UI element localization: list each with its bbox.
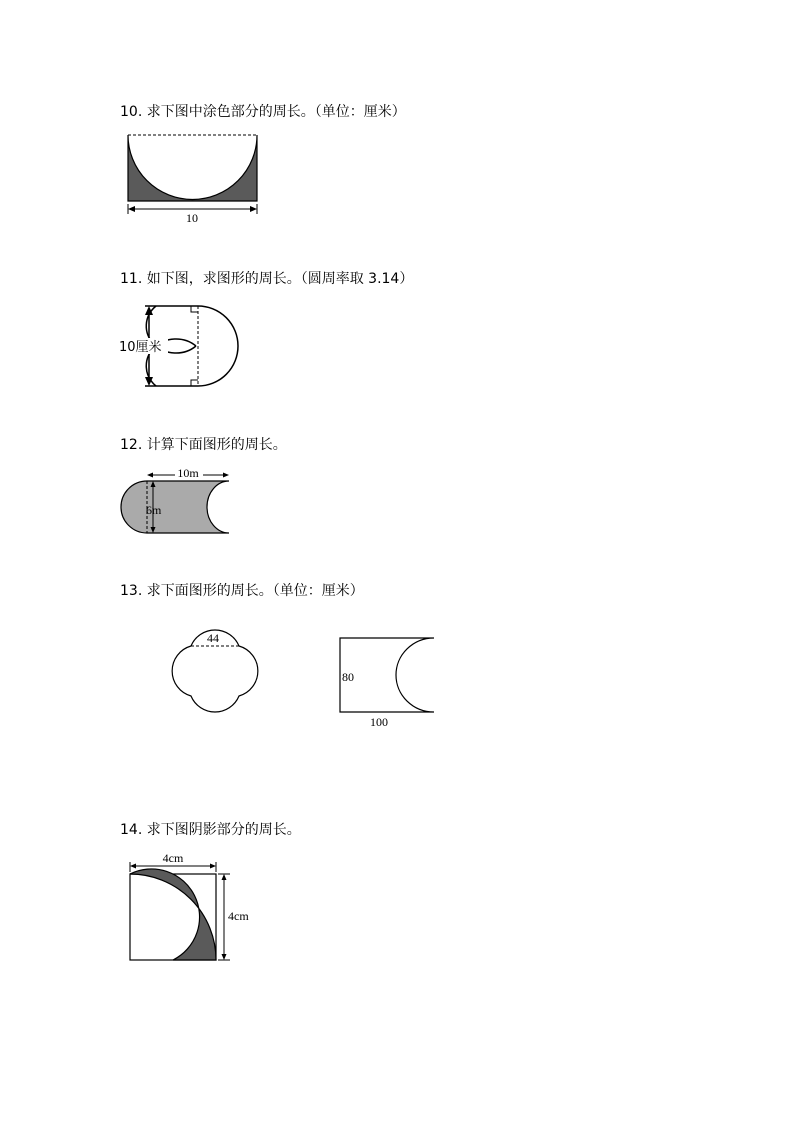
- rect-width-label: 100: [370, 715, 388, 729]
- height-label: 6m: [146, 503, 162, 517]
- height-label: 10厘米: [119, 340, 162, 355]
- question-10-text: [120, 103, 406, 121]
- figure-12: [118, 464, 238, 539]
- width-label: 10: [186, 211, 198, 225]
- width-label: 4cm: [162, 851, 184, 865]
- question-number: 13.: [120, 583, 143, 599]
- question-number: 10.: [120, 104, 143, 120]
- figure-13-flower: [150, 610, 280, 735]
- question-prompt: 求下图中涂色部分的周长。（单位：厘米）: [146, 104, 406, 120]
- question-prompt: 如下图，求图形的周长。（圆周率取 3.14）: [146, 271, 414, 287]
- question-prompt: 求下面图形的周长。（单位：厘米）: [146, 583, 364, 599]
- question-prompt: 求下图阴影部分的周长。: [146, 822, 301, 838]
- length-label: 10m: [177, 466, 199, 480]
- height-label: 4cm: [228, 909, 249, 923]
- question-11-text: [120, 270, 413, 288]
- shaded-corners: [128, 135, 257, 201]
- figure-13-rectangle: [330, 630, 450, 735]
- rectangle-with-cutout: [340, 638, 434, 712]
- shaded-shape: [121, 481, 229, 533]
- question-13-text: [120, 582, 364, 600]
- figure-14: [118, 850, 268, 970]
- rect-height-label: 80: [342, 670, 354, 684]
- question-number: 12.: [120, 437, 143, 453]
- outer-semicircle: [198, 306, 238, 386]
- figure-11: [118, 300, 248, 395]
- question-number: 11.: [120, 271, 143, 287]
- shaded-crescent: [130, 869, 216, 960]
- question-number: 14.: [120, 822, 143, 838]
- question-prompt: 计算下面图形的周长。: [146, 437, 287, 453]
- question-12-text: [120, 436, 287, 454]
- figure-10: [120, 128, 270, 228]
- question-14-text: [120, 821, 301, 839]
- chord-label: 44: [207, 631, 219, 645]
